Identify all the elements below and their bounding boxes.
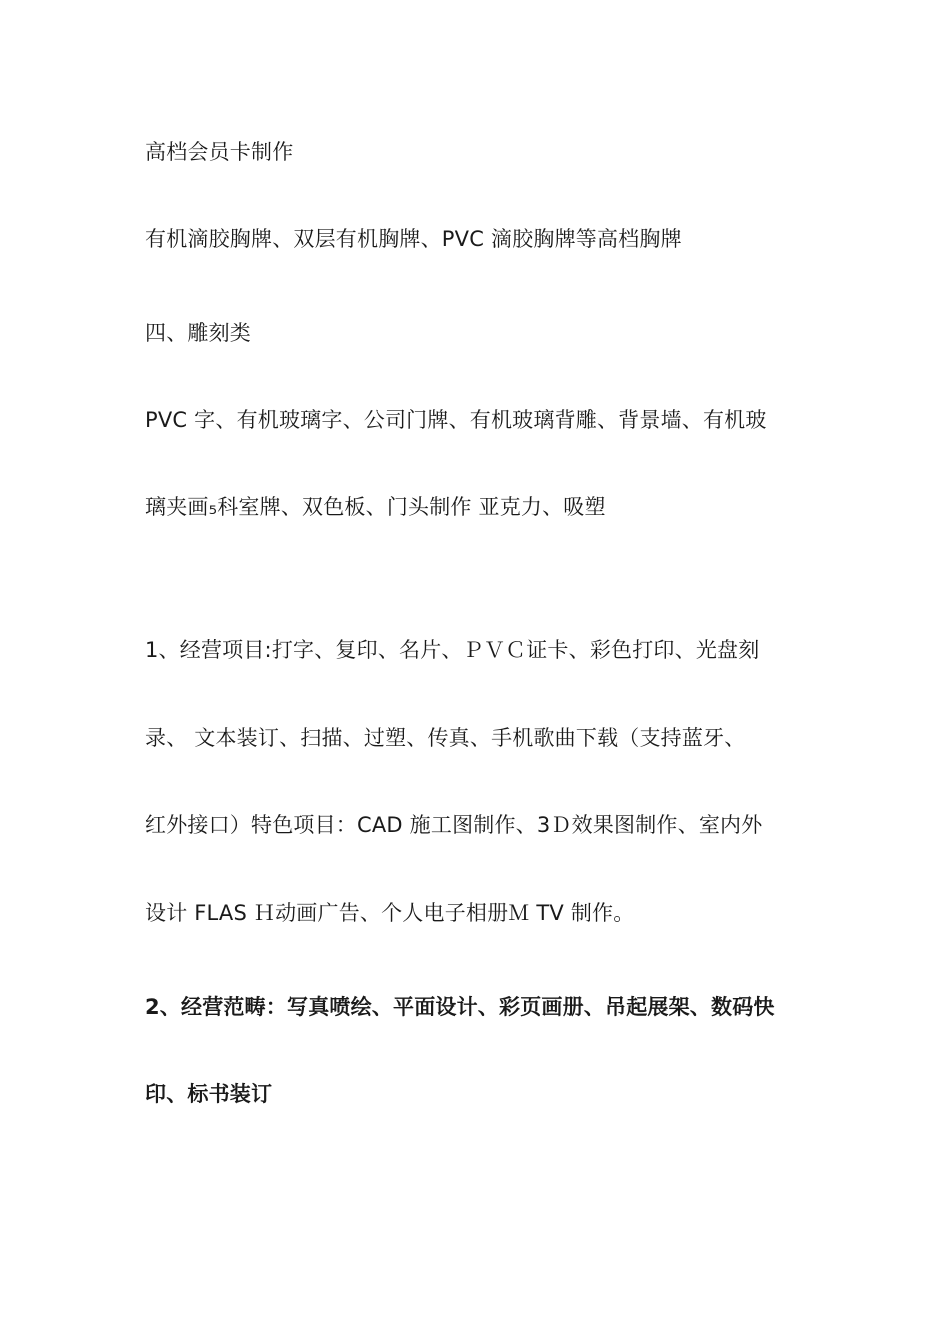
text-line-business-items-3: 红外接口）特色项目：CAD 施工图制作、3Ｄ效果图制作、室内外 bbox=[145, 813, 763, 837]
text-line-engraving-items-1: PVC 字、有机玻璃字、公司门牌、有机玻璃背雕、背景墙、有机玻 bbox=[145, 408, 767, 432]
text-line-business-items-1: 1、经营项目:打字、复印、名片、ＰＶＣ证卡、彩色打印、光盘刻 bbox=[145, 638, 760, 662]
text-line-business-scope-1: 2、经营范畴：写真喷绘、平面设计、彩页画册、吊起展架、数码快 bbox=[145, 995, 775, 1019]
section-heading-engraving: 四、雕刻类 bbox=[145, 321, 251, 345]
text-line-business-scope-2: 印、标书装订 bbox=[145, 1082, 273, 1106]
text-line-badges: 有机滴胶胸牌、双层有机胸牌、PVC 滴胶胸牌等高档胸牌 bbox=[145, 227, 682, 251]
text-line-membership-card: 高档会员卡制作 bbox=[145, 140, 294, 164]
text-line-business-items-2: 录、 文本装订、扫描、过塑、传真、手机歌曲下载（支持蓝牙、 bbox=[145, 726, 746, 750]
text-line-engraving-items-2: 璃夹画₅科室牌、双色板、门头制作 亚克力、吸塑 bbox=[145, 495, 606, 519]
text-line-business-items-4: 设计 FLAS Ｈ动画广告、个人电子相册Ｍ TV 制作。 bbox=[145, 901, 635, 925]
